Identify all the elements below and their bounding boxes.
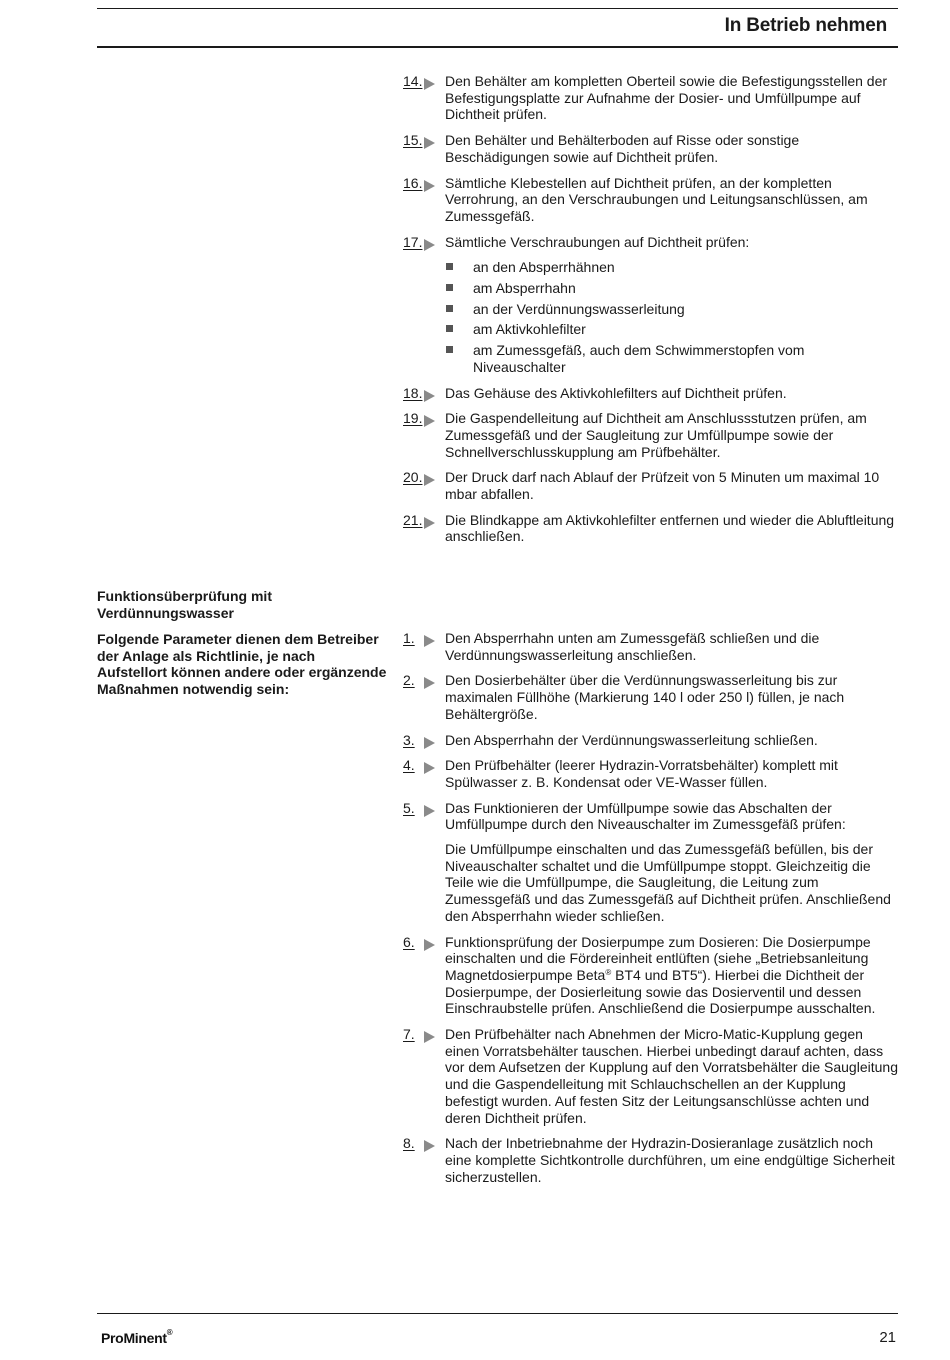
- step-number: 4.: [403, 757, 415, 774]
- step-number: 7.: [403, 1026, 415, 1043]
- square-bullet-icon: [446, 305, 453, 312]
- step-number: 21.: [403, 511, 423, 528]
- header-top-rule: [97, 8, 898, 9]
- step-arrow-icon: [424, 517, 435, 529]
- bullet-text: am Absperrhahn: [473, 280, 576, 297]
- step-arrow-icon: [424, 415, 435, 427]
- step-item: [403, 672, 898, 722]
- logo-text: ProMinent: [101, 1330, 167, 1346]
- step-arrow-icon: [424, 180, 435, 192]
- step-arrow-icon: [424, 390, 435, 402]
- step-item: [403, 469, 898, 502]
- bullet-text: an der Verdünnungswasserleitung: [473, 300, 685, 317]
- bullet-text: am Zumessgefäß, auch dem Schwimmerstopfen vom Niveauschalter: [473, 342, 805, 375]
- step-arrow-icon: [424, 939, 435, 951]
- step-text-part: BT4 und BT5“). Hierbei die Dichtheit der Dosierpumpe, der Dosierleitung sowie das Dosierventil und dessen Einschraubstelle prüfen. Anschließend die Dosierpumpe ausschalten.: [445, 966, 876, 1017]
- square-bullet-icon: [446, 263, 453, 270]
- step-item: [403, 73, 898, 123]
- step-text: Die Gaspendelleitung auf Dichtheit am Anschlussstutzen prüfen, am Zumessgefäß und der Saugleitung zur Umfüllpumpe sowie der Schnellverschlusskupplung am Prüfbehälter.: [445, 410, 867, 460]
- step-number: 6.: [403, 933, 415, 950]
- step-text: Nach der Inbetriebnahme der Hydrazin-Dosieranlage zusätzlich noch eine komplette Sichtkontrolle durchführen, um eine endgültige Sicherheit sicherzustellen.: [445, 1135, 895, 1185]
- step-number: 1.: [403, 630, 415, 646]
- step-item: [403, 757, 898, 790]
- step-text: Den Prüfbehälter nach Abnehmen der Micro-Matic-Kupplung gegen einen Vorratsbehälter tauschen. Hierbei unbedingt darauf achten, dass vor dem Aufsetzen der Kupplung auf den Vorratsbehälter die Saugleitung und die Gaspendelleitung mit Schlauchschellen an der Kupplung befestigt wurden. Auf festen Sitz der Leitungsanschlüsse achten und deren Dichtheit prüfen.: [445, 1026, 898, 1126]
- step-item: [403, 800, 898, 925]
- step-item: [403, 175, 898, 225]
- step-item: [403, 234, 898, 376]
- bullet-item: [445, 321, 898, 338]
- step-arrow-icon: [424, 635, 435, 647]
- logo-registered-mark: ®: [166, 1328, 173, 1337]
- step-arrow-icon: [424, 78, 435, 90]
- step-text: Den Behälter und Behälterboden auf Risse oder sonstige Beschädigungen sowie auf Dichtheit prüfen.: [445, 132, 800, 165]
- step-number: 16.: [403, 174, 423, 191]
- step-number: 2.: [403, 672, 415, 689]
- step-arrow-icon: [424, 805, 435, 817]
- step-text: Den Behälter am kompletten Oberteil sowie die Befestigungsstellen der Befestigungsplatte zur Aufnahme der Dosier- und Umfüllpumpe auf Dichtheit prüfen.: [445, 73, 888, 123]
- step-arrow-icon: [424, 762, 435, 774]
- step-number: 15.: [403, 132, 423, 149]
- footer-rule: [97, 1313, 898, 1314]
- bullet-list: [445, 259, 898, 375]
- step-text-part: Funktionsprüfung der Dosierpumpe zum Dosieren: Die Dosierpumpe einschalten und die Fördereinheit entlüften (siehe „Betriebsanleitung Magnetdosierpumpe Beta: [445, 933, 871, 983]
- page-number: 21: [879, 1329, 896, 1346]
- step-item: [403, 934, 898, 1018]
- step-arrow-icon: [424, 1031, 435, 1043]
- step-text: Den Absperrhahn der Verdünnungswasserleitung schließen.: [445, 731, 818, 748]
- step-number: 18.: [403, 384, 423, 401]
- square-bullet-icon: [446, 346, 453, 353]
- step-text: Die Blindkappe am Aktivkohlefilter entfernen und wieder die Abluftleitung anschließen.: [445, 511, 895, 545]
- step-number: 17.: [403, 233, 423, 250]
- step-text: [445, 934, 898, 1018]
- step-paragraph: Die Umfüllpumpe einschalten und das Zumessgefäß befüllen, bis der Niveauschalter schaltet und die Umfüllpumpe stoppt. Gleichzeitig die Teile wie die Umfüllpumpe, die Saugleitung, die Leitung zum Zumessgefäß und das Zumessgefäß auf Dichtheit prüfen. Anschließend den Absperrhahn wieder schließen.: [445, 841, 891, 924]
- prominent-logo: [101, 1330, 172, 1346]
- step-text: Das Gehäuse des Aktivkohlefilters auf Dichtheit prüfen.: [445, 384, 787, 401]
- function-test-steps: [403, 630, 898, 1194]
- square-bullet-icon: [446, 325, 453, 332]
- step-number: 5.: [403, 799, 415, 816]
- step-item: [403, 410, 898, 460]
- step-arrow-icon: [424, 677, 435, 689]
- step-number: 14.: [403, 73, 423, 89]
- step-arrow-icon: [424, 137, 435, 149]
- step-number: 19.: [403, 410, 423, 427]
- registered-mark: ®: [605, 967, 612, 977]
- step-text: Der Druck darf nach Ablauf der Prüfzeit von 5 Minuten um maximal 10 mbar abfallen.: [445, 469, 880, 503]
- bullet-item: [445, 342, 898, 375]
- step-item: [403, 732, 898, 749]
- step-text: Das Funktionieren der Umfüllpumpe sowie das Abschalten der Umfüllpumpe durch den Niveauschalter im Zumessgefäß prüfen:: [445, 799, 846, 833]
- step-item: [403, 1135, 898, 1185]
- bullet-item: [445, 259, 898, 276]
- step-text: Sämtliche Verschraubungen auf Dichtheit prüfen:: [445, 233, 750, 250]
- step-item: [403, 132, 898, 165]
- section-heading: Funktionsüberprüfung mit Verdünnungswasser: [97, 588, 272, 621]
- step-arrow-icon: [424, 1140, 435, 1152]
- step-number: 3.: [403, 731, 415, 748]
- step-arrow-icon: [424, 474, 435, 486]
- square-bullet-icon: [446, 284, 453, 291]
- step-number: 20.: [403, 469, 423, 486]
- step-text: Den Prüfbehälter (leerer Hydrazin-Vorratsbehälter) komplett mit Spülwasser z. B. Kondensat oder VE-Wasser füllen.: [445, 757, 838, 790]
- step-item: [403, 630, 898, 663]
- header-bottom-rule: [97, 46, 898, 48]
- step-text: Sämtliche Klebestellen auf Dichtheit prüfen, an der kompletten Verrohrung, an den Verschraubungen und Leitungsanschlüssen, am Zumessgefäß.: [445, 174, 868, 224]
- step-item: [403, 385, 898, 402]
- bullet-text: am Aktivkohlefilter: [473, 321, 586, 338]
- page-title: In Betrieb nehmen: [724, 15, 887, 36]
- bullet-item: [445, 280, 898, 297]
- step-text: Den Absperrhahn unten am Zumessgefäß schließen und die Verdünnungswasserleitung anschließen.: [445, 630, 820, 663]
- leak-test-steps: [403, 73, 898, 554]
- step-number: 8.: [403, 1135, 415, 1152]
- bullet-item: [445, 301, 898, 318]
- section-note: Folgende Parameter dienen dem Betreiber der Anlage als Richtlinie, je nach Aufstellort können andere oder ergänzende Maßnahmen notwendig sein:: [97, 631, 387, 698]
- step-arrow-icon: [424, 239, 435, 251]
- step-item: [403, 512, 898, 545]
- step-item: [403, 1026, 898, 1126]
- step-text: Den Dosierbehälter über die Verdünnungswasserleitung bis zur maximalen Füllhöhe (Markierung 140 l oder 250 l) füllen, je nach Behältergröße.: [445, 672, 845, 722]
- bullet-text: an den Absperrhähnen: [473, 259, 615, 276]
- step-arrow-icon: [424, 737, 435, 749]
